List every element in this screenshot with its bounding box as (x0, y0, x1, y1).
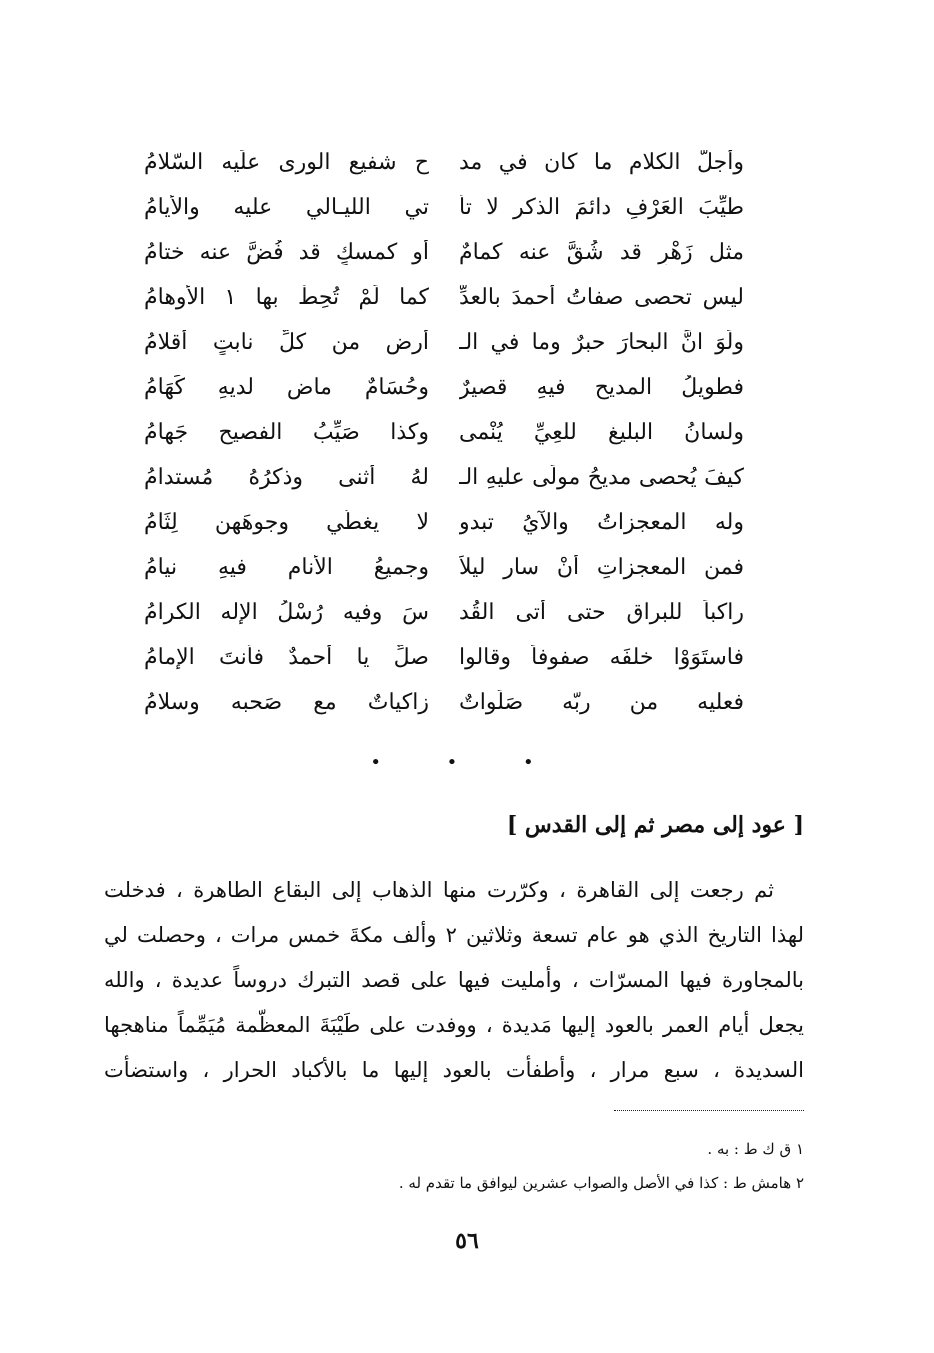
verse-second-hemistich: كما لَمْ تُحِطْ بها ١ الأوهامُ (144, 285, 429, 310)
footnotes (104, 1132, 804, 1200)
verse-row (144, 365, 744, 410)
verse-second-hemistich: لا يغطّي وجوهَهن لِثَامُ (144, 510, 429, 535)
verse-row (144, 320, 744, 365)
verse-second-hemistich: أرض من كلِّ نابتٍ أقلامُ (144, 330, 429, 355)
section-heading: [ عود إلى مصر ثم إلى القدس ] (506, 812, 804, 838)
verse-second-hemistich: لهُ أثنى وذكرُهُ مُستدامُ (144, 465, 429, 490)
poem (144, 140, 744, 725)
verse-first-hemistich: فمن المعجزاتِ أنْ سار ليلاً (459, 555, 744, 580)
footnote-divider (614, 1110, 804, 1111)
verse-second-hemistich: سَ وفيه رُسْلُ الإله الكرامُ (144, 600, 429, 625)
verse-first-hemistich: ولسانُ البليغِ للعِيِّ يُنْمى (459, 420, 744, 445)
prose-line: ثم رجعت إلى القاهرة ، وكرّرت منها الذهاب إلى البقاع الطاهرة ، فدخلت (104, 878, 774, 902)
verse-first-hemistich: طيِّبَ العَرْفِ دائمَ الذكرِ لا تأ (459, 195, 744, 220)
verse-row (144, 185, 744, 230)
page-number: ٥٦ (455, 1228, 479, 1254)
verse-first-hemistich: راكباً للبراقِ حتى أتى القُد (459, 600, 744, 625)
verse-first-hemistich: وله المعجزاتُ والآيُ تبدو (459, 510, 744, 535)
verse-second-hemistich: صلِّ يا أحمدٌ فأنتَ الإمامُ (144, 645, 429, 670)
prose-line: يجعل أيام العمر بالعود إليها مَديدة ، ووفدت على طَيْبَةَ المعظّمة مُيَمِّماً مناهجها (104, 1013, 804, 1037)
verse-first-hemistich: فاستَوَوْا خلفَه صفوفاً وقالوا (459, 645, 744, 670)
verse-row (144, 635, 744, 680)
verse-second-hemistich: تي الليـالي عليه والأيامُ (144, 195, 429, 220)
verse-second-hemistich: وجميعُ الأنامِ فيهِ نيامُ (144, 555, 429, 580)
verse-row (144, 545, 744, 590)
verse-second-hemistich: أو كمسكٍ قد فُضَّ عنه ختامُ (144, 240, 429, 265)
verse-first-hemistich: كيفَ يُحصى مديحُ مولًى عليهِ الـ (459, 465, 744, 490)
verse-first-hemistich: مثل زَهْرٍ قد شُقَّ عنه كمامٌ (459, 240, 744, 265)
verse-row (144, 455, 744, 500)
verse-first-hemistich: وأجلُّ الكلامِ ما كان في مد (459, 150, 744, 175)
verse-row (144, 230, 744, 275)
verse-second-hemistich: وحُسَامٌ ماضٍ لديهِ كَهَامُ (144, 375, 429, 400)
verse-first-hemistich: ليس تحصى صفاتُ أحمدَ بالعدِّ (459, 285, 744, 310)
verse-row (144, 590, 744, 635)
prose-line: السديدة ، سبع مرار ، وأطفأت بالعود إليها ما بالأكباد الحرار ، واستضأت (104, 1058, 804, 1082)
verse-second-hemistich: وكذا صَيِّبُ الفصيحِ جَهامُ (144, 420, 429, 445)
prose-paragraph (104, 868, 804, 1093)
verse-row (144, 140, 744, 185)
verse-row (144, 500, 744, 545)
verse-second-hemistich: زاكياتٌ مع صَحبه وسلامُ (144, 690, 429, 715)
prose-line: لهذا التاريخ الذي هو عام تسعة وثلاثين ٢ وألف مكةَ خمس مرات ، وحصلت لي (104, 923, 804, 947)
footnote: ١ ق ك ط : به . (707, 1140, 804, 1158)
verse-first-hemistich: فطويلُ المديحِ فيهِ قصيرٌ (459, 375, 744, 400)
verse-row (144, 410, 744, 455)
prose-line: بالمجاورة فيها المسرّات ، وأمليت فيها على قصد التبرك دروساً عديدة ، والله (104, 968, 804, 992)
footnote: ٢ هامش ط : كذا في الأصل والصواب عشرين ليوافق ما تقدم له . (398, 1174, 804, 1192)
verse-row (144, 275, 744, 320)
verse-second-hemistich: حِ شفيعِ الورى علَيه السّلامُ (144, 150, 429, 175)
verse-row (144, 680, 744, 725)
verse-first-hemistich: فعليه من ربّه صَلَواتٌ (459, 690, 744, 715)
section-separator: • • • (370, 752, 564, 773)
verse-first-hemistich: ولَوَ انَّ البحارَ حبرٌ وما في الـ (459, 330, 744, 355)
